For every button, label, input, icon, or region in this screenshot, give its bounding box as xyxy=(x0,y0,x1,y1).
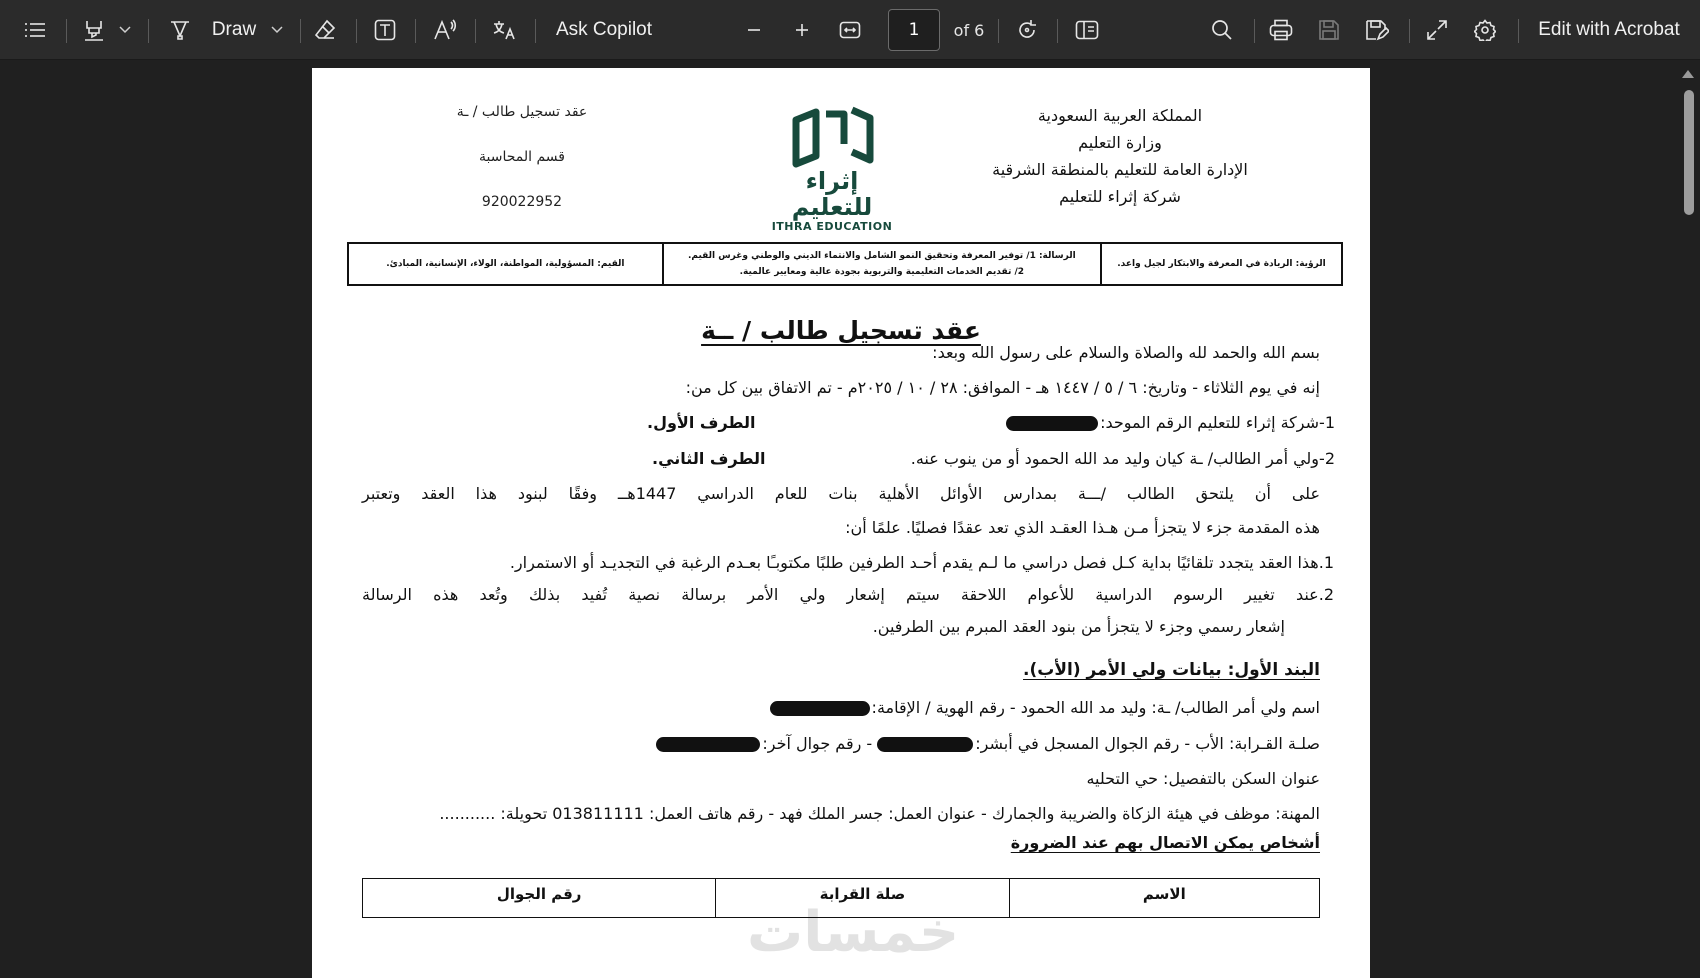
document-title xyxy=(312,316,1370,345)
guardian-name-text: اسم ولي أمر الطالب/ ـة: وليد مد الله الحمود - رقم الهوية / الإقامة: xyxy=(871,698,1320,717)
redacted-other-phone xyxy=(656,737,760,752)
clause-item-2-line1: 2.عند تغيير الرسوم الدراسية للأعوام اللاحقة سيتم إشعار ولي الأمر برسالة نصية تُفيد بذلك وتُعد هذه الرسالة xyxy=(362,585,1334,604)
textbox-icon[interactable] xyxy=(371,0,399,60)
watermark-text: خمسات xyxy=(747,900,960,965)
page-total-label: of 6 xyxy=(953,20,985,40)
other-phone-label: - رقم جوال آخر: xyxy=(762,734,873,753)
clause-item-1: 1.هذا العقد يتجدد تلقائيًا بداية كـل فصل دراسي ما لـم يقدم أحـد الطرفين طلبًا مكتوبـًا بعـدم الرغبة في التجديـد أو الاستمرار. xyxy=(509,553,1334,572)
rotate-icon[interactable] xyxy=(1012,0,1042,60)
party1-role: الطرف الأول. xyxy=(647,413,756,432)
party2-role: الطرف الثاني. xyxy=(652,449,766,468)
logo-arabic-text: إثراء للتعليم xyxy=(791,167,873,221)
header-directorate: الإدارة العامة للتعليم بالمنطقة الشرقية xyxy=(992,160,1248,179)
translate-icon[interactable] xyxy=(490,0,520,60)
save-icon[interactable] xyxy=(1314,0,1344,60)
document-title-text: عقد تسجيل طالب / ــة xyxy=(701,316,981,345)
mission-line-2: 2/ تقديم الخدمات التعليمية والتربوية بجودة عالية ومعايير عالمية. xyxy=(739,267,1025,277)
header-phone: 920022952 xyxy=(481,194,563,210)
fullscreen-icon[interactable] xyxy=(1422,0,1452,60)
vision-mission-values-table xyxy=(347,242,1343,286)
intro-line: بسم الله والحمد لله والصلاة والسلام على رسول الله وبعد: xyxy=(932,343,1320,362)
party1-text: 1-شركة إثراء للتعليم الرقم الموحد: xyxy=(1100,413,1335,432)
emergency-contacts-table xyxy=(362,878,1320,918)
redacted-id-number xyxy=(770,701,870,716)
date-line: إنه في يوم الثلاثاء - وتاريخ: ٦ / ٥ / ١٤٤٧ هـ - الموافق: ٢٨ / ١٠ / ٢٠٢٥م - تم الاتفاق بين كل من: xyxy=(685,378,1320,397)
save-as-icon[interactable] xyxy=(1362,0,1392,60)
toolbar-separator xyxy=(1254,19,1255,43)
header-accounting-dept: قسم المحاسبة xyxy=(479,149,565,165)
job-line: المهنة: موظف في هيئة الزكاة والضريبة والجمارك - عنوان العمل: جسر الملك فهد - رقم هاتف العمل: 013811111 تحويلة: ........... xyxy=(439,804,1320,823)
values-cell: القيم: المسؤولية، المواطنة، الولاء، الإنسانية، المبادئ. xyxy=(349,244,664,284)
scrollbar-thumb[interactable] xyxy=(1684,90,1694,215)
paragraph1-line2: هذه المقدمة جزء لا يتجزأ مـن هـذا العقـد الذي تعد عقدًا فصليًا. علمًا أن: xyxy=(845,518,1320,537)
page-view-icon[interactable] xyxy=(1072,0,1102,60)
toolbar-separator xyxy=(475,19,476,43)
header-ministry: وزارة التعليم xyxy=(1078,133,1162,152)
contacts-header-name: الاسم xyxy=(1142,885,1186,903)
draw-button[interactable]: Draw xyxy=(211,19,257,40)
section1-title: البند الأول: بيانات ولي الأمر (الأب). xyxy=(1023,660,1320,680)
toolbar-separator xyxy=(300,19,301,43)
logo-mark-icon xyxy=(790,106,874,168)
paragraph1-line1: على أن يلتحق الطالب /ـــة بمدارس الأوائل الأهلية بنات للعام الدراسي 1447هــ وفقًا لبنود هذا العقد وتعتبر xyxy=(362,484,1321,503)
header-kingdom: المملكة العربية السعودية xyxy=(1037,106,1203,125)
mission-line-1: الرسالة: 1/ توفير المعرفة وتحقيق النمو الشامل والانتماء الديني والوطني وغرس القيم. xyxy=(688,251,1076,261)
contents-icon[interactable] xyxy=(20,0,50,60)
draw-icon[interactable] xyxy=(166,0,194,60)
guardian-name-line xyxy=(770,698,1320,717)
header-ministry-block xyxy=(970,102,1270,210)
toolbar-separator xyxy=(1409,19,1410,43)
address-line: عنوان السكن بالتفصيل: حي التحليه xyxy=(1086,769,1320,788)
toolbar-separator xyxy=(148,19,149,43)
toolbar-separator xyxy=(415,19,416,43)
relation-line xyxy=(656,734,1320,753)
party1-line xyxy=(1006,413,1335,432)
toolbar-separator xyxy=(356,19,357,43)
search-icon[interactable] xyxy=(1207,0,1237,60)
toolbar-separator xyxy=(998,19,999,43)
zoom-in-icon[interactable] xyxy=(788,0,816,60)
header-company: شركة إثراء للتعليم xyxy=(1059,187,1181,206)
toolbar-separator xyxy=(1518,19,1519,43)
mission-cell xyxy=(664,244,1102,284)
ithra-logo xyxy=(762,106,902,233)
header-contract-block xyxy=(422,102,622,237)
edit-with-acrobat-button[interactable]: Edit with Acrobat xyxy=(1538,19,1680,40)
logo-english-text: ITHRA EDUCATION xyxy=(771,220,893,233)
toolbar-separator xyxy=(535,19,536,43)
pdf-toolbar xyxy=(0,0,1700,60)
ask-copilot-button[interactable]: Ask Copilot xyxy=(555,19,653,40)
zoom-out-icon[interactable] xyxy=(740,0,768,60)
toolbar-separator xyxy=(66,19,67,43)
redacted-absher-phone xyxy=(877,737,973,752)
chevron-down-icon[interactable] xyxy=(116,0,134,60)
page-number-input[interactable]: 1 xyxy=(888,9,940,51)
contacts-header-phone: رقم الجوال xyxy=(363,879,716,917)
highlight-icon[interactable] xyxy=(80,0,108,60)
vision-cell: الرؤية: الريادة في المعرفة والابتكار لجيل واعد. xyxy=(1117,259,1326,269)
scroll-up-arrow-icon[interactable] xyxy=(1682,70,1694,78)
contacts-header-relation: صلة القرابة xyxy=(716,879,1009,917)
chevron-down-icon[interactable] xyxy=(268,0,286,60)
header-contract-title: عقد تسجيل طالب / ـة xyxy=(456,104,588,120)
redacted-unified-number xyxy=(1006,416,1098,431)
print-icon[interactable] xyxy=(1266,0,1296,60)
relation-text: صلـة القـرابة: الأب - رقم الجوال المسجل في أبشر: xyxy=(975,734,1320,753)
clause-item-2-line2: إشعار رسمي وجزء لا يتجزأ من بنود العقد المبرم بين الطرفين. xyxy=(872,617,1285,636)
read-aloud-icon[interactable] xyxy=(430,0,460,60)
eraser-icon[interactable] xyxy=(310,0,340,60)
toolbar-separator xyxy=(1057,19,1058,43)
pdf-page xyxy=(312,68,1370,978)
fit-page-icon[interactable] xyxy=(836,0,864,60)
party2-line: 2-ولي أمر الطالب/ ـة كيان وليد مد الله الحمود أو من ينوب عنه. xyxy=(910,449,1335,468)
emergency-contacts-title: أشخاص يمكن الاتصال بهم عند الضرورة xyxy=(1010,833,1320,852)
settings-icon[interactable] xyxy=(1470,0,1500,60)
